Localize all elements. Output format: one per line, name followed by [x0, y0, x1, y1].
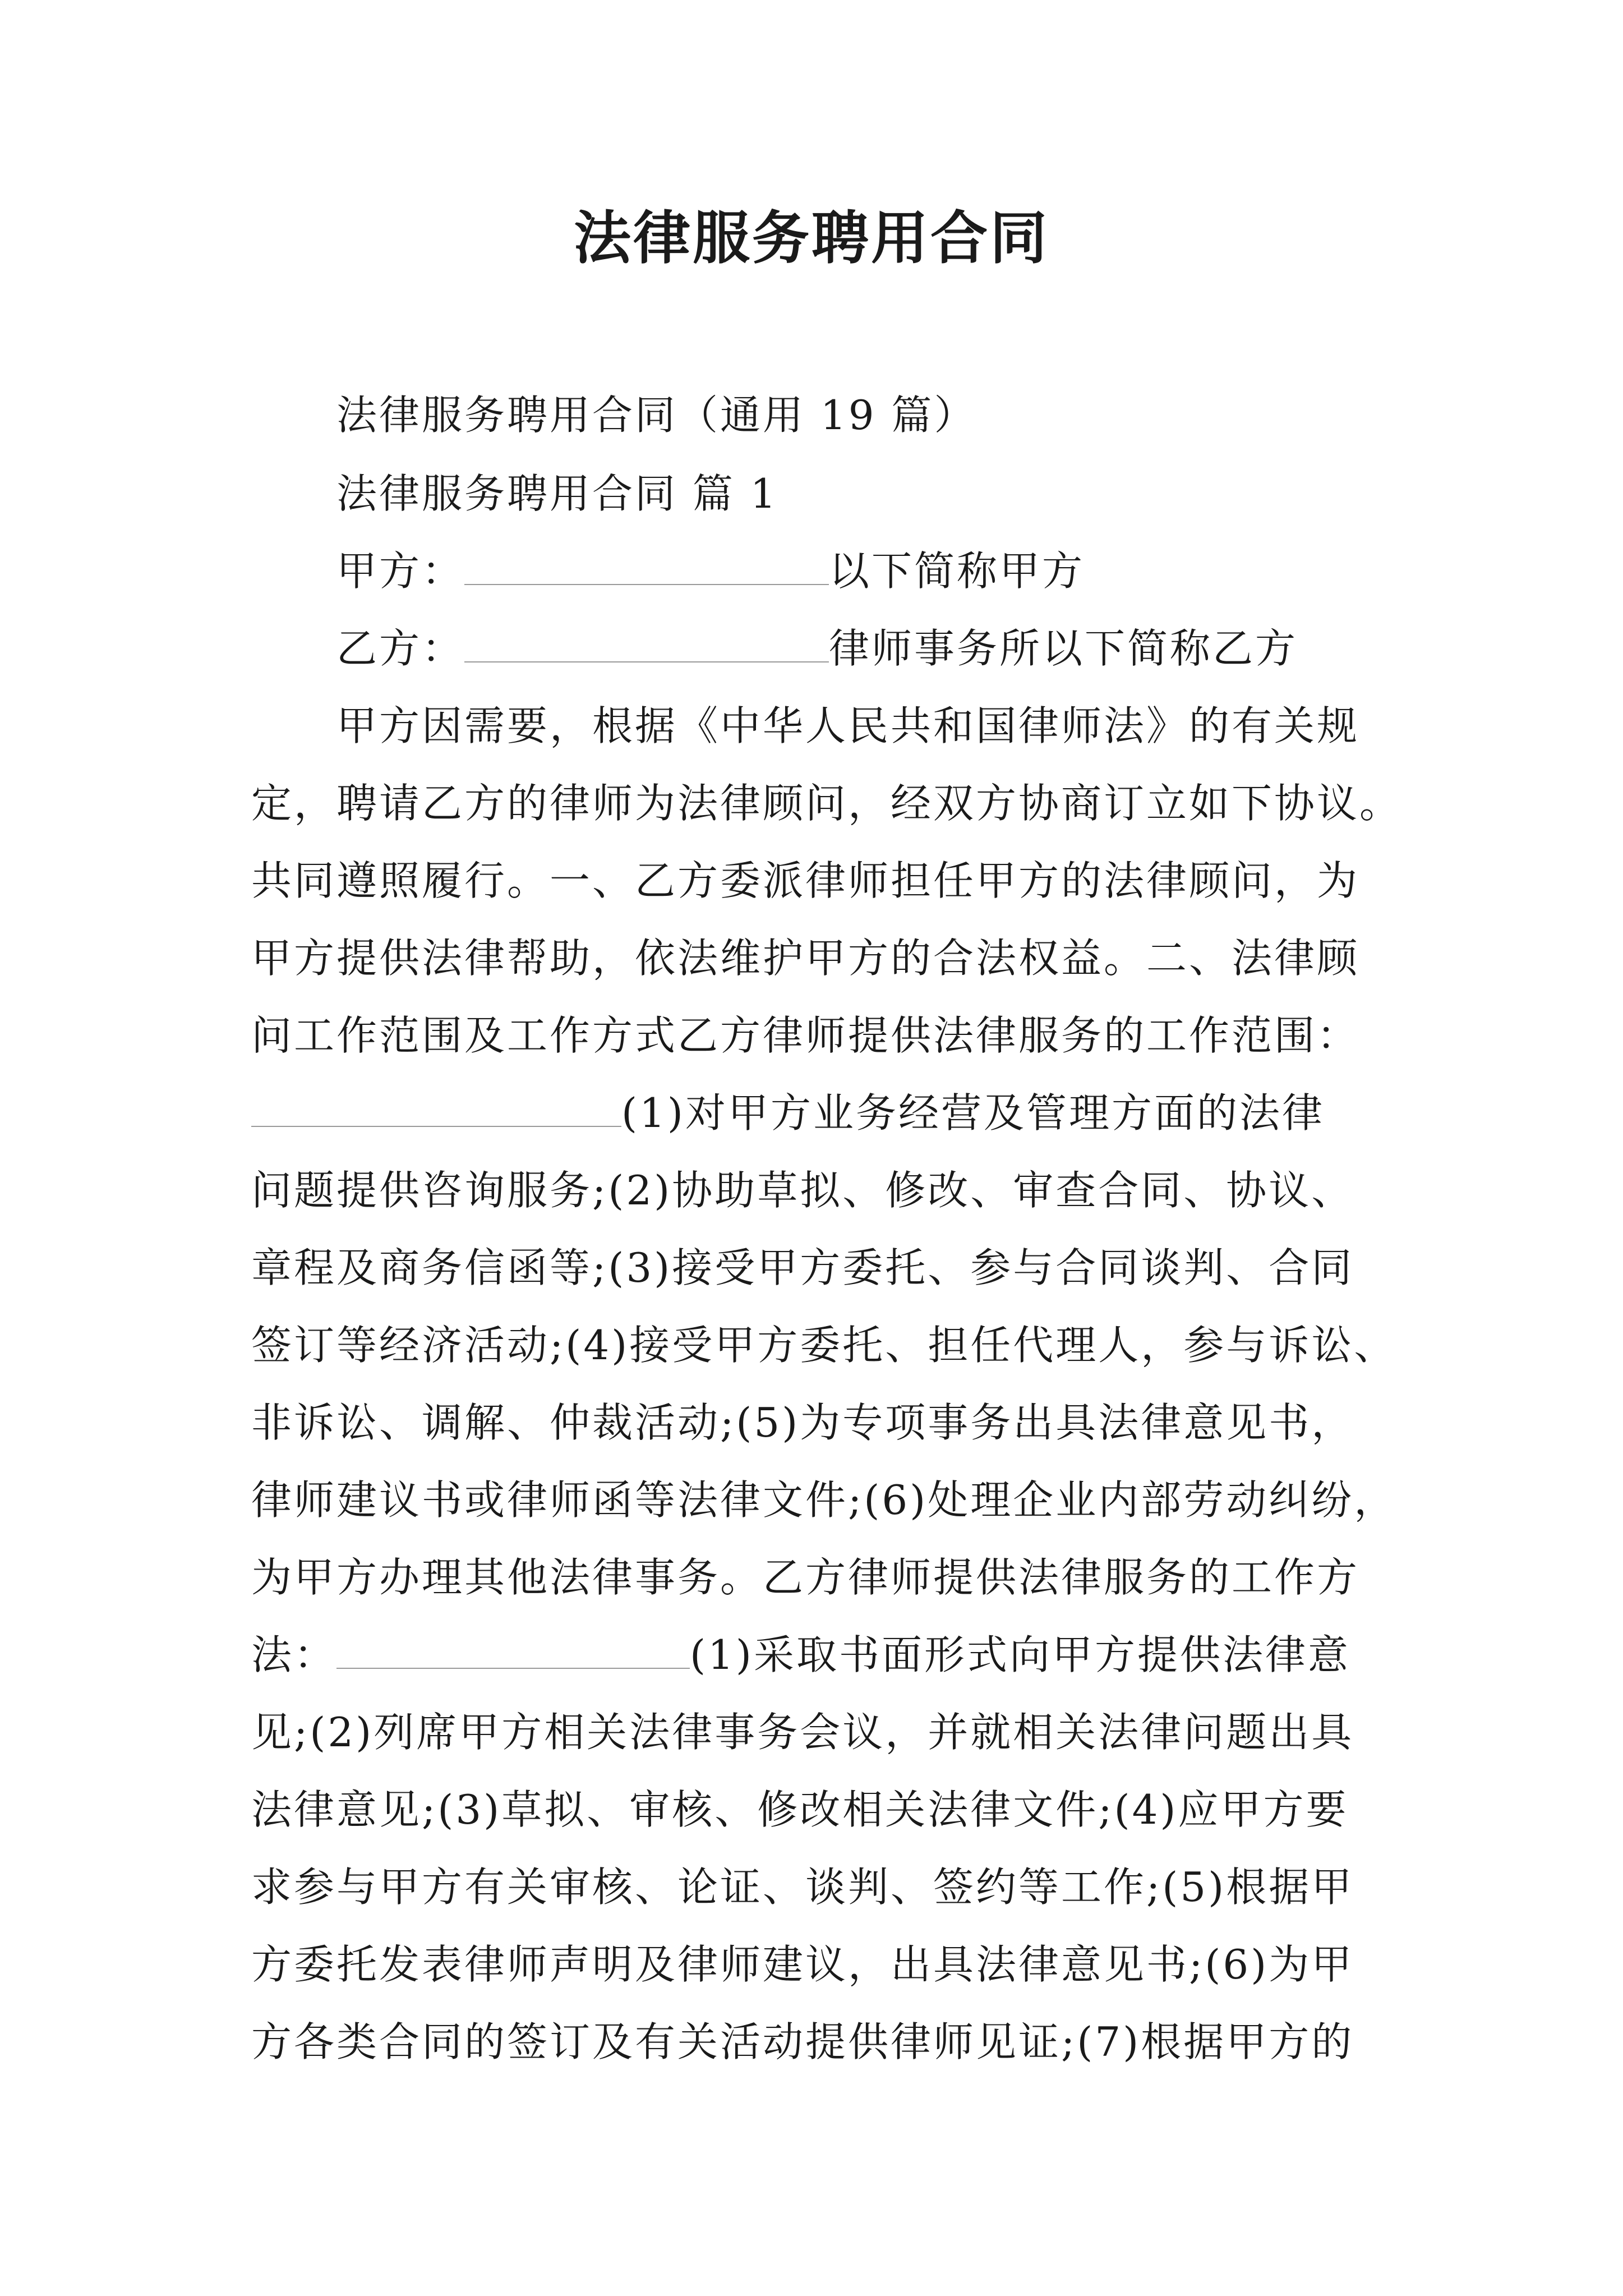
- party-b-suffix: 律师事务所以下简称乙方: [829, 625, 1298, 672]
- party-a-blank: [464, 550, 829, 585]
- body-line: 非诉讼、调解、仲裁活动;(5)为专项事务出具法律意见书，: [251, 1399, 1354, 1446]
- body-line: 为甲方办理其他法律事务。乙方律师提供法律服务的工作方: [251, 1554, 1360, 1601]
- body-line-text: (1)对甲方业务经营及管理方面的法律: [621, 1089, 1325, 1137]
- body-line: 共同遵照履行。一、乙方委派律师担任甲方的法律顾问，为: [251, 857, 1360, 904]
- body-line: 求参与甲方有关审核、论证、谈判、签约等工作;(5)根据甲: [251, 1864, 1354, 1911]
- party-b-line: [336, 620, 1298, 677]
- party-b-label: 乙方：: [336, 625, 465, 672]
- body-line: 甲方提供法律帮助，依法维护甲方的合法权益。二、法律顾: [251, 935, 1360, 982]
- party-a-suffix: 以下简称甲方: [829, 547, 1085, 595]
- subtitle-line: 法律服务聘用合同（通用 19 篇）: [336, 392, 977, 439]
- work-scope-blank: [251, 1092, 621, 1127]
- body-line-with-blank: [251, 1085, 1325, 1141]
- party-a-label: 甲方：: [336, 547, 465, 595]
- work-method-blank: [336, 1634, 690, 1669]
- body-line-text: 法：: [251, 1631, 337, 1678]
- body-line: 章程及商务信函等;(3)接受甲方委托、参与合同谈判、合同: [251, 1244, 1354, 1291]
- body-line: 见;(2)列席甲方相关法律事务会议，并就相关法律问题出具: [251, 1709, 1354, 1756]
- body-line: 甲方因需要，根据《中华人民共和国律师法》的有关规: [336, 702, 1360, 749]
- section-heading: 法律服务聘用合同 篇 1: [336, 470, 778, 517]
- body-line: 方委托发表律师声明及律师建议，出具法律意见书;(6)为甲: [251, 1941, 1354, 1988]
- party-b-blank: [464, 628, 829, 662]
- party-a-line: [336, 543, 1085, 599]
- document-title: 法律服务聘用合同: [574, 205, 1049, 272]
- body-line: 法律意见;(3)草拟、审核、修改相关法律文件;(4)应甲方要: [251, 1786, 1349, 1833]
- body-line-text: (1)采取书面形式向甲方提供法律意: [690, 1631, 1351, 1678]
- body-line: 定，聘请乙方的律师为法律顾问，经双方协商订立如下协议。: [251, 780, 1403, 827]
- body-line: 问题提供咨询服务;(2)协助草拟、修改、审查合同、协议、: [251, 1167, 1354, 1214]
- body-line: 律师建议书或律师函等法律文件;(6)处理企业内部劳动纠纷，: [251, 1476, 1397, 1524]
- body-line: 问工作范围及工作方式乙方律师提供法律服务的工作范围：: [251, 1012, 1360, 1059]
- body-line: 方各类合同的签订及有关活动提供律师见证;(7)根据甲方的: [251, 2018, 1354, 2065]
- body-line-with-blank: [251, 1627, 1350, 1683]
- body-line: 签订等经济活动;(4)接受甲方委托、担任代理人，参与诉讼、: [251, 1322, 1397, 1369]
